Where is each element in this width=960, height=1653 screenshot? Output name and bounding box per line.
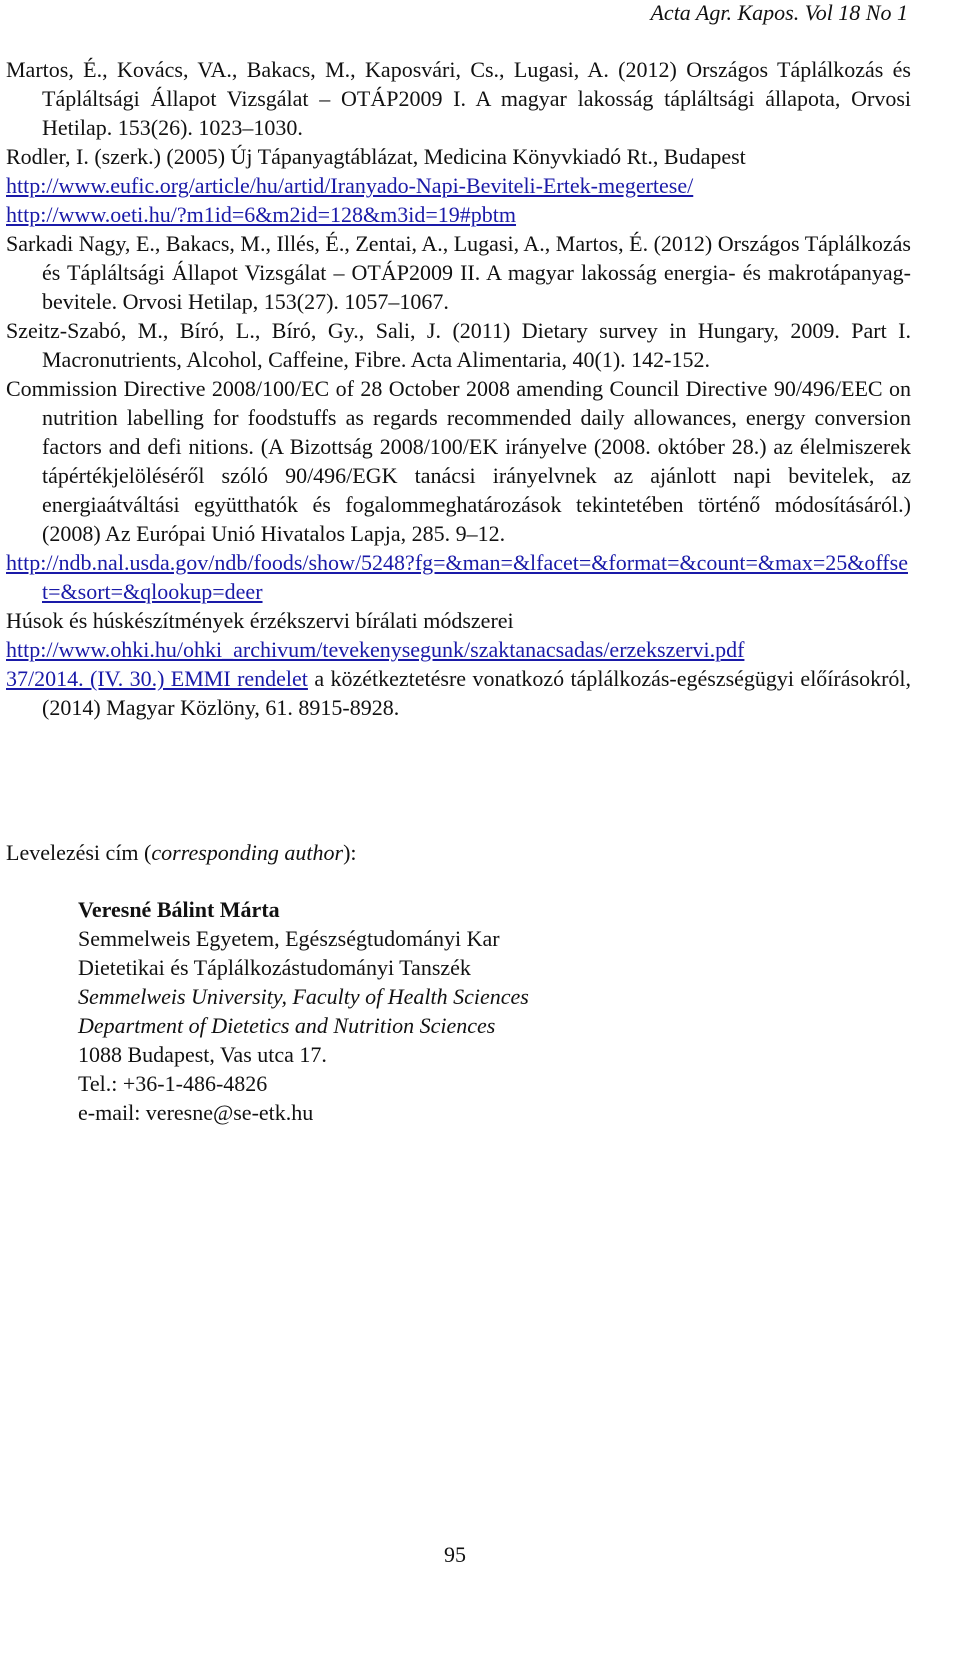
usda-link[interactable]: http://ndb.nal.usda.gov/ndb/foods/show/5248?fg=&man=&lfacet=&format=&count=&max=25&offset=&sort=&qlookup=deer [6, 550, 908, 604]
institution-hu: Semmelweis Egyetem, Egészségtudományi Kar [78, 926, 500, 951]
reference-list [6, 55, 911, 722]
emmi-rendelet-link[interactable]: 37/2014. (IV. 30.) EMMI rendelet [6, 666, 308, 691]
institution-en: Semmelweis University, Faculty of Health Sciences [78, 984, 529, 1009]
author-name: Veresné Bálint Márta [78, 897, 280, 922]
reference-szeitz: Szeitz-Szabó, M., Bíró, L., Bíró, Gy., Sali, J. (2011) Dietary survey in Hungary, 2009. Part I. Macronutrients, Alcohol, Caffeine, Fibre. Acta Alimentaria, 40(1). 142-152. [6, 318, 911, 372]
corresponding-author-label [6, 838, 357, 867]
reference-ohki [6, 635, 911, 664]
ohki-link[interactable]: http://www.ohki.hu/ohki_archivum/tevekenysegunk/szaktanacsadas/erzekszervi.pdf [6, 637, 745, 662]
reference-oeti [6, 200, 911, 229]
oeti-link[interactable]: http://www.oeti.hu/?m1id=6&m2id=128&m3id=19#pbtm [6, 202, 517, 227]
page-number: 95 [444, 1542, 466, 1567]
corr-label-suffix: ): [343, 840, 357, 865]
postal-address: 1088 Budapest, Vas utca 17. [78, 1042, 327, 1067]
reference-emmi [6, 664, 911, 722]
email-address: e-mail: veresne@se-etk.hu [78, 1100, 314, 1125]
reference-eufic [6, 171, 911, 200]
reference-usda [6, 548, 911, 606]
department-en: Department of Dietetics and Nutrition Sciences [78, 1013, 496, 1038]
telephone: Tel.: +36-1-486-4826 [78, 1071, 268, 1096]
department-hu: Dietetikai és Táplálkozástudományi Tanszék [78, 955, 471, 980]
corr-label-prefix: Levelezési cím ( [6, 840, 152, 865]
reference-martos: Martos, É., Kovács, VA., Bakacs, M., Kaposvári, Cs., Lugasi, A. (2012) Országos Táplálkozás és Tápláltsági Állapot Vizsgálat – OTÁP2009 I. A magyar lakosság tápláltsági állapota, Orvosi Hetilap. 153(26). 1023–1030. [6, 57, 911, 140]
reference-husok: Húsok és húskészítmények érzékszervi bírálati módszerei [6, 608, 514, 633]
eufic-link[interactable]: http://www.eufic.org/article/hu/artid/Iranyado-Napi-Beviteli-Ertek-megertese/ [6, 173, 694, 198]
reference-sarkadi: Sarkadi Nagy, E., Bakacs, M., Illés, É., Zentai, A., Lugasi, A., Martos, É. (2012) Országos Táplálkozás és Tápláltsági Állapot Vizsgálat – OTÁP2009 II. A magyar lakosság energia- és makrotápanyag-bevitele. Orvosi Hetilap, 153(27). 1057–1067. [6, 231, 911, 314]
emmi-rendelet-text: a közétkeztetésre vonatkozó táplálkozás-egészségügyi előírásokról, (2014) Magyar Közlöny, 61. 8915-8928. [42, 666, 912, 720]
corr-label-italic: corresponding author [151, 840, 344, 865]
reference-rodler: Rodler, I. (szerk.) (2005) Új Tápanyagtáblázat, Medicina Könyvkiadó Rt., Budapest [6, 144, 746, 169]
reference-commission-directive: Commission Directive 2008/100/EC of 28 October 2008 amending Council Directive 90/496/EEC on nutrition labelling for foodstuffs as regards recommended daily allowances, energy conversion factors and defi nitions. (A Bizottság 2008/100/EK irányelve (2008. október 28.) az élelmiszerek tápértékjelöléséről szóló 90/496/EGK tanácsi irányelvnek az ajánlott napi bevitelek, az energiaátváltási együtthatók és fogalommeghatározások tekintetében történő módosításáról.) (2008) Az Európai Unió Hivatalos Lapja, 285. 9–12. [6, 376, 911, 546]
corresponding-address [78, 895, 529, 1127]
journal-header: Acta Agr. Kapos. Vol 18 No 1 [650, 0, 908, 25]
